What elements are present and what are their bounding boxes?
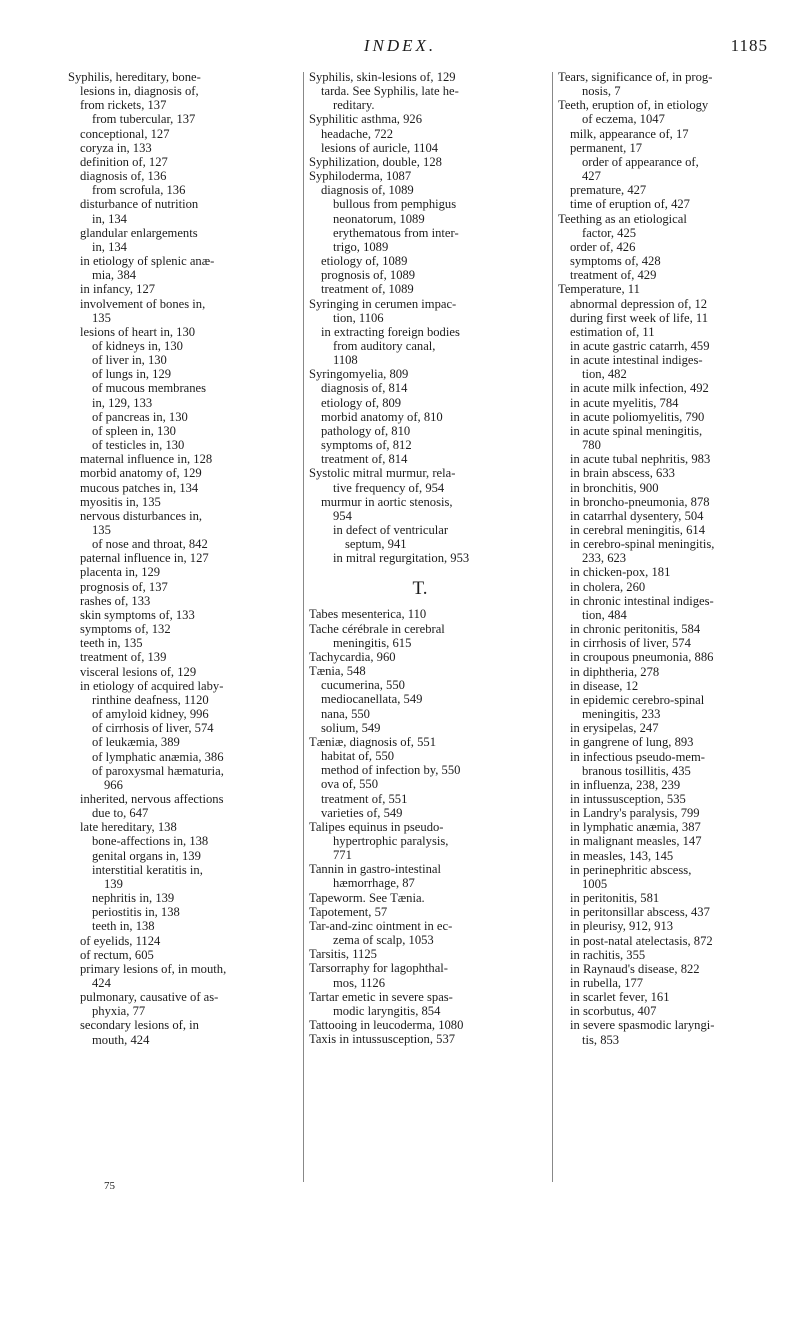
index-entry-line: in chronic intestinal indiges- <box>570 593 714 608</box>
index-entry-line: involvement of bones in, <box>80 296 206 311</box>
index-entry-line: in scorbutus, 407 <box>570 1004 657 1019</box>
index-entry-line: abnormal depression of, 12 <box>570 296 708 311</box>
index-entry-line: Tartar emetic in severe spas- <box>309 989 453 1004</box>
index-entry-line: in acute spinal meningitis, <box>570 423 703 438</box>
index-entry-line: septum, 941 <box>345 537 407 552</box>
index-column-3 <box>558 70 780 1047</box>
index-entry-line: nana, 550 <box>321 706 370 721</box>
index-entry-line: branous tosillitis, 435 <box>582 763 691 778</box>
index-entry-line: Syphilis, hereditary, bone- <box>68 70 201 84</box>
index-entry-line: of testicles in, 130 <box>92 438 185 453</box>
index-entry-line: in acute milk infection, 492 <box>570 381 709 396</box>
index-entry-line: in infectious pseudo-mem- <box>570 749 706 764</box>
index-entry-line: Tabes mesenterica, 110 <box>309 607 427 622</box>
index-entry-line: inherited, nervous affections <box>80 791 224 806</box>
index-entry-line: in lymphatic anæmia, 387 <box>570 820 701 835</box>
index-entry-line: prognosis of, 1089 <box>321 268 416 283</box>
index-entry-line: tis, 853 <box>582 1032 620 1047</box>
index-entry-line: headache, 722 <box>321 126 394 141</box>
index-column-1 <box>68 70 290 1047</box>
index-entry-line: of eyelids, 1124 <box>80 933 161 948</box>
index-entry-line: from auditory canal, <box>333 338 436 353</box>
index-entry-line: prognosis of, 137 <box>80 579 168 594</box>
index-entry-line: Tachycardia, 960 <box>309 649 396 664</box>
index-entry-line: mia, 384 <box>92 268 137 283</box>
index-entry-line: Tears, significance of, in prog- <box>558 70 713 84</box>
index-entry-line: in cholera, 260 <box>570 579 646 594</box>
index-entry-line: phyxia, 77 <box>92 1004 146 1019</box>
index-entry-line: 1005 <box>582 876 608 891</box>
index-entry-line: of kidneys in, 130 <box>92 338 183 353</box>
index-entry-line: nosis, 7 <box>582 84 621 99</box>
index-entry-line: in acute poliomyelitis, 790 <box>570 409 705 424</box>
index-entry-line: visceral lesions of, 129 <box>80 664 197 679</box>
index-entry-line: 233, 623 <box>582 551 627 566</box>
index-entry-line: Tarsitis, 1125 <box>309 947 377 962</box>
running-head <box>0 36 800 60</box>
index-entry-line: of cirrhosis of liver, 574 <box>92 721 214 736</box>
index-entry-line: milk, appearance of, 17 <box>570 126 689 141</box>
column-rule <box>552 72 553 1182</box>
column-rule <box>303 72 304 1182</box>
index-entry-line: morbid anatomy of, 129 <box>80 466 202 481</box>
index-entry-line: nervous disturbances in, <box>80 508 203 523</box>
index-entry-line: in intussusception, 535 <box>570 791 686 806</box>
index-entry-line: diagnosis of, 1089 <box>321 183 414 198</box>
index-entry-line: in croupous pneumonia, 886 <box>570 650 714 665</box>
index-entry-line: primary lesions of, in mouth, <box>80 961 227 976</box>
index-entry-line: of amyloid kidney, 996 <box>92 707 209 722</box>
index-entry-line: disturbance of nutrition <box>80 197 199 212</box>
index-entry-line: hæmorrhage, 87 <box>333 876 415 891</box>
index-entry-line: tarda. See Syphilis, late he- <box>321 84 459 99</box>
index-entry-line: meningitis, 615 <box>333 635 412 650</box>
index-entry-line: in cirrhosis of liver, 574 <box>570 636 691 651</box>
index-entry-line: in perinephritic abscess, <box>570 862 692 877</box>
index-entry-line: in chicken-pox, 181 <box>570 565 671 580</box>
index-entry-line: meningitis, 233 <box>582 707 661 722</box>
index-entry-line: Temperature, 11 <box>558 282 640 297</box>
index-entry-line: Systolic mitral murmur, rela- <box>309 466 456 481</box>
index-entry-line: etiology of, 809 <box>321 395 402 410</box>
index-entry-line: Tattooing in leucoderma, 1080 <box>309 1018 464 1032</box>
index-entry-line: glandular enlargements <box>80 225 198 240</box>
index-entry-line: mos, 1126 <box>333 975 386 990</box>
index-entry-line: bullous from pemphigus <box>333 197 457 212</box>
index-entry-line: varieties of, 549 <box>321 805 403 820</box>
index-entry-line: in etiology of splenic anæ- <box>80 254 215 269</box>
index-entry-line: in, 134 <box>92 239 127 254</box>
index-entry-line: in disease, 12 <box>570 678 639 693</box>
index-entry-line: premature, 427 <box>570 183 647 198</box>
index-entry-line: in epidemic cerebro-spinal <box>570 692 705 707</box>
index-entry-line: morbid anatomy of, 810 <box>321 409 443 424</box>
index-entry-line: rashes of, 133 <box>80 593 151 608</box>
index-entry-line: of rectum, 605 <box>80 947 154 962</box>
index-entry-line: Tæniæ, diagnosis of, 551 <box>309 734 436 749</box>
index-entry-line: placenta in, 129 <box>80 565 161 580</box>
index-entry-line: Syringomyelia, 809 <box>309 367 409 382</box>
index-entry-line: of nose and throat, 842 <box>92 537 208 552</box>
index-entry-line: in influenza, 238, 239 <box>570 777 681 792</box>
index-entry-line: treatment of, 814 <box>321 452 408 467</box>
index-entry-line: in cerebral meningitis, 614 <box>570 523 705 537</box>
index-entry-line: in Raynaud's disease, 822 <box>570 961 700 976</box>
index-entry-line: 135 <box>92 310 111 325</box>
index-entry-line: rinthine deafness, 1120 <box>92 692 209 707</box>
running-head-title: INDEX. <box>363 36 437 55</box>
index-entry-line: in rubella, 177 <box>570 976 644 990</box>
index-entry-line: in Landry's paralysis, 799 <box>570 806 700 821</box>
index-entry-line: periostitis in, 138 <box>92 905 180 920</box>
index-entry-line: time of eruption of, 427 <box>570 197 690 212</box>
section-letter: T. <box>412 578 428 600</box>
index-entry-line: Tapotement, 57 <box>309 904 388 919</box>
index-entry-line: skin symptoms of, 133 <box>80 607 195 622</box>
page-number: 1185 <box>730 36 768 55</box>
index-entry-line: habitat of, 550 <box>321 749 395 764</box>
index-entry-line: mediocanellata, 549 <box>321 692 423 707</box>
index-entry-line: from scrofula, 136 <box>92 183 186 198</box>
index-entry-line: Tannin in gastro-intestinal <box>309 862 442 877</box>
index-entry-line: conceptional, 127 <box>80 126 170 141</box>
index-entry-line: lesions in, diagnosis of, <box>80 84 199 99</box>
index-entry-line: in catarrhal dysentery, 504 <box>570 508 704 523</box>
index-entry-line: teeth in, 138 <box>92 919 155 934</box>
index-entry-line: Tapeworm. See Tænia. <box>309 890 425 905</box>
index-entry-line: Taxis in intussusception, 537 <box>309 1032 456 1047</box>
index-entry-line: order of appearance of, <box>582 154 699 169</box>
index-entry-line: Teething as an etiological <box>558 211 687 226</box>
index-entry-line: diagnosis of, 814 <box>321 381 408 396</box>
index-entry-line: in broncho-pneumonia, 878 <box>570 494 710 509</box>
signature-mark: 75 <box>104 1180 115 1192</box>
index-entry-line: neonatorum, 1089 <box>333 211 425 226</box>
index-entry-line: Talipes equinus in pseudo- <box>309 819 444 834</box>
index-entry-line: from rickets, 137 <box>80 98 167 113</box>
index-entry-line: of liver in, 130 <box>92 353 167 368</box>
index-entry-line: hypertrophic paralysis, <box>333 833 449 848</box>
index-entry-line: in chronic peritonitis, 584 <box>570 622 701 637</box>
index-entry-line: treatment of, 1089 <box>321 282 414 297</box>
index-entry-line: in measles, 143, 145 <box>570 848 674 863</box>
index-entry-line: of leukæmia, 389 <box>92 735 180 750</box>
index-entry-line: in rachitis, 355 <box>570 947 646 962</box>
index-entry-line: 135 <box>92 523 111 537</box>
index-entry-line: zema of scalp, 1053 <box>333 933 434 948</box>
index-entry-line: 780 <box>582 438 601 453</box>
index-entry-line: of paroxysmal hæmaturia, <box>92 763 224 778</box>
index-entry-line: in brain abscess, 633 <box>570 466 675 481</box>
index-entry-line: late hereditary, 138 <box>80 820 177 835</box>
index-entry-line: ova of, 550 <box>321 777 379 792</box>
index-entry-line: of lymphatic anæmia, 386 <box>92 749 224 764</box>
index-entry-line: 966 <box>104 777 123 792</box>
index-entry-line: Tænia, 548 <box>309 664 366 679</box>
index-entry-line: in gangrene of lung, 893 <box>570 735 694 750</box>
index-entry-line: in peritonsillar abscess, 437 <box>570 905 710 920</box>
index-entry-line: estimation of, 11 <box>570 324 655 339</box>
index-entry-line: Tache cérébrale in cerebral <box>309 621 445 636</box>
index-entry-line: diagnosis of, 136 <box>80 169 167 184</box>
index-entry-line: etiology of, 1089 <box>321 254 408 269</box>
index-entry-line: erythematous from inter- <box>333 225 459 240</box>
index-entry-line: Syphilitic asthma, 926 <box>309 112 422 127</box>
index-entry-line: tion, 1106 <box>333 310 384 325</box>
index-entry-line: bone-affections in, 138 <box>92 834 209 849</box>
index-entry-line: in post-natal atelectasis, 872 <box>570 933 713 948</box>
index-entry-line: in severe spasmodic laryngi- <box>570 1018 715 1033</box>
index-entry-line: in malignant measles, 147 <box>570 834 702 849</box>
index-entry-line: Teeth, eruption of, in etiology <box>558 98 709 113</box>
index-entry-line: genital organs in, 139 <box>92 848 201 863</box>
index-entry-line: nephritis in, 139 <box>92 891 175 906</box>
index-entry-line: treatment of, 429 <box>570 268 657 283</box>
index-entry-line: Syphiloderma, 1087 <box>309 169 412 184</box>
index-entry-line: in acute myelitis, 784 <box>570 395 679 410</box>
index-entry-line: symptoms of, 428 <box>570 254 661 269</box>
index-entry-line: 1108 <box>333 353 358 368</box>
index-entry-line: tive frequency of, 954 <box>333 480 445 495</box>
index-entry-line: Tar-and-zinc ointment in ec- <box>309 918 453 933</box>
index-entry-line: treatment of, 139 <box>80 650 167 665</box>
index-entry-line: in, 129, 133 <box>92 395 153 410</box>
index-entry-line: in scarlet fever, 161 <box>570 990 670 1005</box>
index-entry-line: in erysipelas, 247 <box>570 721 659 736</box>
index-entry-line: 954 <box>333 508 352 523</box>
index-entry-line: Tarsorraphy for lagophthal- <box>309 961 448 976</box>
index-entry-line: in infancy, 127 <box>80 282 156 297</box>
index-entry-line: in etiology of acquired laby- <box>80 678 224 693</box>
index-entry-line: pathology of, 810 <box>321 423 411 438</box>
index-entry-line: definition of, 127 <box>80 154 168 169</box>
index-entry-line: during first week of life, 11 <box>570 310 709 325</box>
index-entry-line: in acute gastric catarrh, 459 <box>570 338 710 353</box>
index-entry-line: method of infection by, 550 <box>321 763 461 778</box>
index-entry-line: 427 <box>582 169 601 184</box>
index-entry-line: from tubercular, 137 <box>92 112 196 127</box>
index-entry-line: 139 <box>104 876 123 891</box>
index-entry-line: due to, 647 <box>92 806 149 821</box>
index-entry-line: in diphtheria, 278 <box>570 664 660 679</box>
index-entry-line: of lungs in, 129 <box>92 367 172 382</box>
index-entry-line: solium, 549 <box>321 720 381 735</box>
index-entry-line: coryza in, 133 <box>80 140 152 155</box>
index-entry-line: in defect of ventricular <box>333 523 449 537</box>
index-entry-line: tion, 482 <box>582 367 627 382</box>
index-entry-line: teeth in, 135 <box>80 636 143 651</box>
index-column-2 <box>309 70 531 1046</box>
index-entry-line: paternal influence in, 127 <box>80 551 209 566</box>
index-entry-line: lesions of heart in, 130 <box>80 324 196 339</box>
index-entry-line: pulmonary, causative of as- <box>80 990 219 1005</box>
index-entry-line: factor, 425 <box>582 225 637 240</box>
index-entry-line: Syphilization, double, 128 <box>309 154 442 169</box>
index-entry-line: modic laryngitis, 854 <box>333 1003 441 1018</box>
index-entry-line: of mucous membranes <box>92 381 207 396</box>
index-entry-line: in cerebro-spinal meningitis, <box>570 537 715 552</box>
index-entry-line: interstitial keratitis in, <box>92 862 203 877</box>
index-entry-line: in extracting foreign bodies <box>321 324 460 339</box>
index-entry-line: in peritonitis, 581 <box>570 891 660 906</box>
index-entry-line: in acute tubal nephritis, 983 <box>570 452 711 467</box>
index-entry-line: tion, 484 <box>582 607 627 622</box>
index-entry-line: Syphilis, skin-lesions of, 129 <box>309 70 456 84</box>
index-entry-line: of pancreas in, 130 <box>92 409 188 424</box>
index-entry-line: in bronchitis, 900 <box>570 480 659 495</box>
index-entry-line: of eczema, 1047 <box>582 112 665 127</box>
index-entry-line: symptoms of, 812 <box>321 438 412 453</box>
index-entry-line: secondary lesions of, in <box>80 1018 199 1033</box>
index-entry-line: myositis in, 135 <box>80 494 161 509</box>
index-entry-line: 424 <box>92 976 111 990</box>
index-entry-line: of spleen in, 130 <box>92 423 176 438</box>
index-entry-line: in pleurisy, 912, 913 <box>570 919 674 934</box>
index-entry-line: symptoms of, 132 <box>80 622 171 637</box>
index-entry-line: treatment of, 551 <box>321 791 408 806</box>
index-entry-line: maternal influence in, 128 <box>80 452 213 467</box>
index-entry-line: cucumerina, 550 <box>321 678 405 693</box>
index-entry-line: reditary. <box>333 98 375 113</box>
index-entry-line: mucous patches in, 134 <box>80 480 199 495</box>
index-entry-line: lesions of auricle, 1104 <box>321 140 439 155</box>
index-entry-line: trigo, 1089 <box>333 239 389 254</box>
index-entry-line: in acute intestinal indiges- <box>570 353 703 368</box>
index-entry-line: in mitral regurgitation, 953 <box>333 551 470 566</box>
index-entry-line: permanent, 17 <box>570 140 643 155</box>
index-entry-line: murmur in aortic stenosis, <box>321 494 453 509</box>
index-entry-line: mouth, 424 <box>92 1032 150 1047</box>
index-entry-line: order of, 426 <box>570 239 636 254</box>
index-entry-line: 771 <box>333 848 352 863</box>
index-entry-line: in, 134 <box>92 211 127 226</box>
index-entry-line: Syringing in cerumen impac- <box>309 296 457 311</box>
